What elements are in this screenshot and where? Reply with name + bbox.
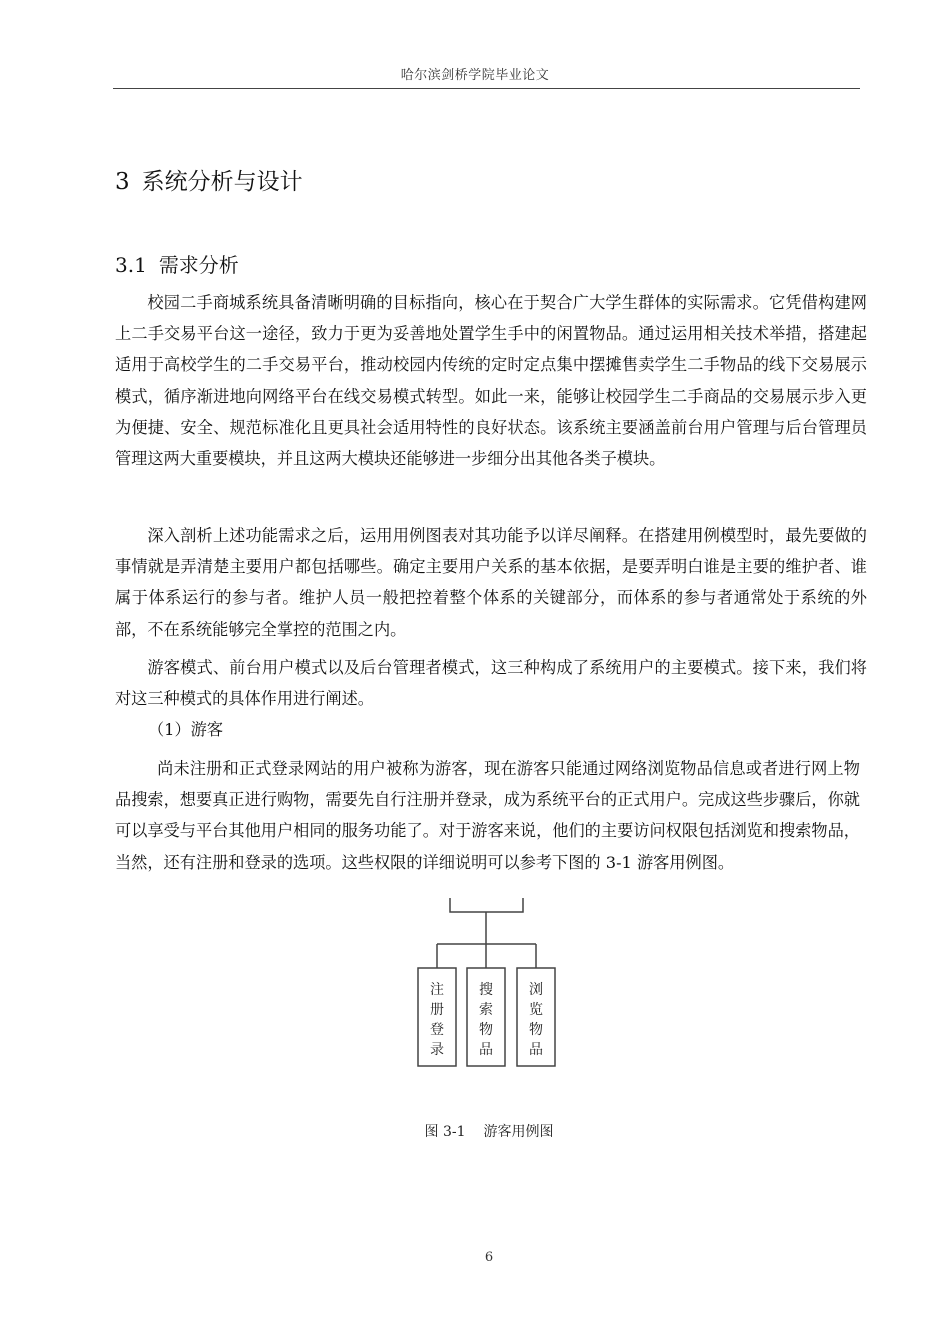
guest-use-case-diagram	[410, 898, 570, 1073]
chapter-title	[115, 163, 303, 196]
use-case-char: 搜	[479, 982, 493, 998]
use-case-char: 录	[430, 1042, 444, 1058]
section-title	[115, 249, 239, 278]
running-header: 哈尔滨剑桥学院毕业论文	[400, 68, 550, 83]
figure-label: 图 3-1	[424, 1124, 466, 1140]
use-case-char: 物	[529, 1022, 543, 1038]
header-rule	[113, 88, 860, 89]
use-case-char: 浏	[529, 982, 543, 998]
use-case-char: 注	[430, 982, 444, 998]
guest-paragraph: 尚未注册和正式登录网站的用户被称为游客，现在游客只能通过网络浏览物品信息或者进行网上物品搜索，想要真正进行购物，需要先自行注册并登录，成为系统平台的正式用户。完成这些步骤后，你就可以享受与平台其他用户相同的服务功能了。对于游客来说，他们的主要访问权限包括浏览和搜索物品，当然，还有注册和登录的选项。这些权限的详细说明可以参考下图的 3-1 游客用例图。	[115, 759, 860, 872]
use-case-char: 册	[430, 1002, 444, 1018]
use-case-char: 品	[529, 1042, 543, 1058]
section-title-text: 需求分析	[158, 253, 239, 277]
paragraph-2: 深入剖析上述功能需求之后，运用用例图表对其功能予以详尽阐释。在搭建用例模型时，最先要做的事情就是弄清楚主要用户都包括哪些。确定主要用户关系的基本依据，是要弄明白谁是主要的维护者、谁属于体系运行的参与者。维护人员一般把控着整个体系的关键部分，而体系的参与者通常处于系统的外部，不在系统能够完全掌控的范围之内。	[115, 526, 867, 639]
figure-caption-text: 游客用例图	[483, 1124, 554, 1140]
sub-item-guest: （1）游客	[148, 720, 224, 739]
use-case-char: 登	[430, 1022, 444, 1038]
section-number: 3.1	[115, 253, 147, 277]
use-case-char: 物	[479, 1022, 493, 1038]
paragraph-1: 校园二手商城系统具备清晰明确的目标指向，核心在于契合广大学生群体的实际需求。它凭借构建网上二手交易平台这一途径，致力于更为妥善地处置学生手中的闲置物品。通过运用相关技术举措，搭建起适用于高校学生的二手交易平台，推动校园内传统的定时定点集中摆摊售卖学生二手物品的线下交易展示模式，循序渐进地向网络平台在线交易模式转型。如此一来，能够让校园学生二手商品的交易展示步入更为便捷、安全、规范标准化且更具社会适用特性的良好状态。该系统主要涵盖前台用户管理与后台管理员管理这两大重要模块，并且这两大模块还能够进一步细分出其他各类子模块。	[115, 293, 867, 469]
top-node-box	[450, 898, 523, 912]
paragraph-3: 游客模式、前台用户模式以及后台管理者模式，这三种构成了系统用户的主要模式。接下来，我们将对这三种模式的具体作用进行阐述。	[115, 658, 867, 709]
chapter-title-text: 系统分析与设计	[141, 169, 303, 195]
page-number: 6	[484, 1250, 494, 1265]
chapter-number: 3	[115, 169, 130, 195]
use-case-char: 览	[529, 1002, 543, 1018]
use-case-char: 索	[479, 1002, 493, 1018]
use-case-char: 品	[479, 1042, 493, 1058]
figure-caption	[0, 1121, 950, 1141]
